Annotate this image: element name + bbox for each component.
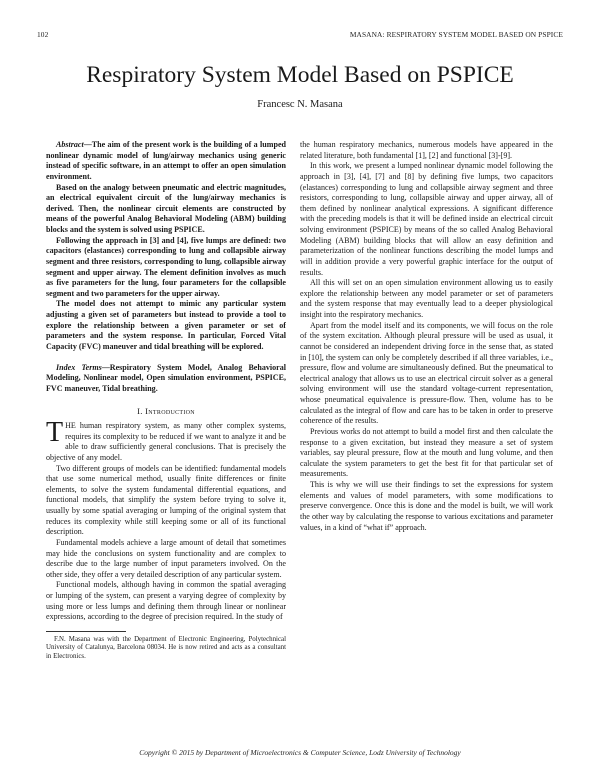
index-terms-label: Index Terms <box>56 362 102 372</box>
right-p4: Previous works do not attempt to build a model first and then calculate the response to a given excitation, but instead they measure a set of system variables, say pleural pressure, flow at the mouth and lung volume, and then calculate the system parameters to get the best fit for that particular set of measurements. <box>300 426 553 479</box>
right-p1: In this work, we present a lumped nonlinear dynamic model following the approach in [3], [4], [7] and [8] by defining five lumps, two capacitors (elastances) corresponding to lung and collapsible airway segment and three resistors, corresponding to lung, collapsible airway and upper airway, all of them defined by nonlinear analytical expressions. A significant difference with the preceding models is that it will be defined inside an electrical circuit solving environment (PSPICE) by means of the so called Analog Behavioral Modeling (ABM) building blocks that will allow an easy definition and parameterization of the nonlinear functions describing the model lumps and will in addition provide a very powerful graphic interface for the output of results. <box>300 161 553 277</box>
footnote-divider <box>46 631 126 632</box>
abstract-p3: Following the approach in [3] and [4], five lumps are defined: two capacitors (elastances) corresponding to lung and collapsible airway segment and three resistors, corresponding to lung, collapsible airway segment and upper airway. The element definition involves as much as five parameters for the lung, four parameters for the collapsible segment and two parameters for the upper airway. <box>46 235 286 298</box>
abstract-p2: Based on the analogy between pneumatic and electric magnitudes, an electrical equivalent circuit of the lung/airway mechanics is derived. Then, the nonlinear circuit elements are constructed by means of the powerful Analog Behavioral Modeling (ABM) building blocks and the system is solved using PSPICE. <box>46 182 286 234</box>
running-title: MASANA: RESPIRATORY SYSTEM MODEL BASED ON PSPICE <box>349 30 563 39</box>
right-p0: the human respiratory mechanics, numerous models have appeared in the related literature, both fundamental [1], [2] and functional [3]-[9]. <box>300 140 553 160</box>
intro-p4: Functional models, although having in common the spatial averaging or lumping of the system, can present a varying degree of complexity by using more or less lumps and defining them through linear or nonlinear expressions, according to the degree of precision required. In the study of <box>46 580 286 622</box>
footnote: F.N. Masana was with the Department of Electronic Engineering, Polytechnical University of Catalunya, Barcelona 08034. He is now retired and acts as a consultant in Electronics. <box>46 635 286 661</box>
author-name: Francesc N. Masana <box>257 99 343 110</box>
copyright-footer: Copyright © 2015 by Department of Microelectronics & Computer Science, Lodz University of Technology <box>139 748 461 757</box>
right-p3: Apart from the model itself and its components, we will focus on the role of the system excitation. Although pleural pressure will be used as usual, it cannot be considered an independent driving force in the sense that, as stated in [10], the system can only be completely described if all three variables, i.e., pressure, flow and volume are simultaneously defined. But the pneumatical to electrical analogy that allows us to use an electrical circuit solver as a general solving environment will use the standard voltage-current representation, whose pneumatical equivalence is pressure-flow. Then, volume has to be calculated as the integral of flow and care has to be taken in order to preserve coherence of the results. <box>300 320 553 426</box>
drop-cap: T <box>46 417 64 448</box>
index-terms: Index Terms—Respiratory System Model, Analog Behavioral Modeling, Nonlinear model, Open simulation environment, PSPICE, FVC maneuver, Tidal breathing. <box>46 362 286 393</box>
intro-p3: Fundamental models achieve a large amount of detail that sometimes may hide the conclusions on system functionality and are complex to describe due to the large number of input parameters involved. On the other side, they offer a very detailed description of any particular system. <box>46 537 286 579</box>
left-column <box>46 140 286 662</box>
intro-p2: Two different groups of models can be identified: fundamental models that use some numerical method, usually finite differences or finite elements, to solve the system fundamental differential equations, and functional models, that simplify the system before trying to solve it, usually by some spatial averaging or lumping of the original system that reduces its complexity while still keeping some or all of its functional description. <box>46 463 286 537</box>
abstract-p4: The model does not attempt to mimic any particular system adjusting a given set of parameters but instead to provide a tool to explore the relationship between a given parameter or set of parameters and the system response. In particular, Forced Vital Capacity (FVC) maneuver and tidal breathing will be explored. <box>46 299 286 351</box>
right-p2: All this will set on an open simulation environment allowing us to easily explore the relationship between any model parameter or set of parameters and the system response that may eventually lead to a deeper physiological insight into the respiratory mechanics. <box>300 278 553 319</box>
right-column <box>300 140 553 533</box>
paper-title: Respiratory System Model Based on PSPICE <box>86 62 514 88</box>
abstract-label: Abstract <box>56 140 84 149</box>
page-number: 102 <box>37 30 49 39</box>
intro-p1: THE human respiratory system, as many other complex systems, requires its complexity to be reduced if we want to analyze it and be able to draw sufficiently general conclusions. That is precisely the objective of any model. <box>46 417 286 462</box>
abstract <box>46 140 286 353</box>
abstract-p1: Abstract—The aim of the present work is the building of a lumped nonlinear dynamic model of lung/airway mechanics using generic instead of specific software, in an attempt to offer an open simulation environment. <box>46 140 286 181</box>
right-p5: This is why we will use their findings to set the expressions for system elements and values of model parameters, with some modifications to preserve convergence. Once this is done and the model is built, we will work the other way by calculating the response to various excitations and parameter values, in a kind of “what if” approach. <box>300 480 553 532</box>
section-heading: I. Introduction <box>137 406 195 417</box>
